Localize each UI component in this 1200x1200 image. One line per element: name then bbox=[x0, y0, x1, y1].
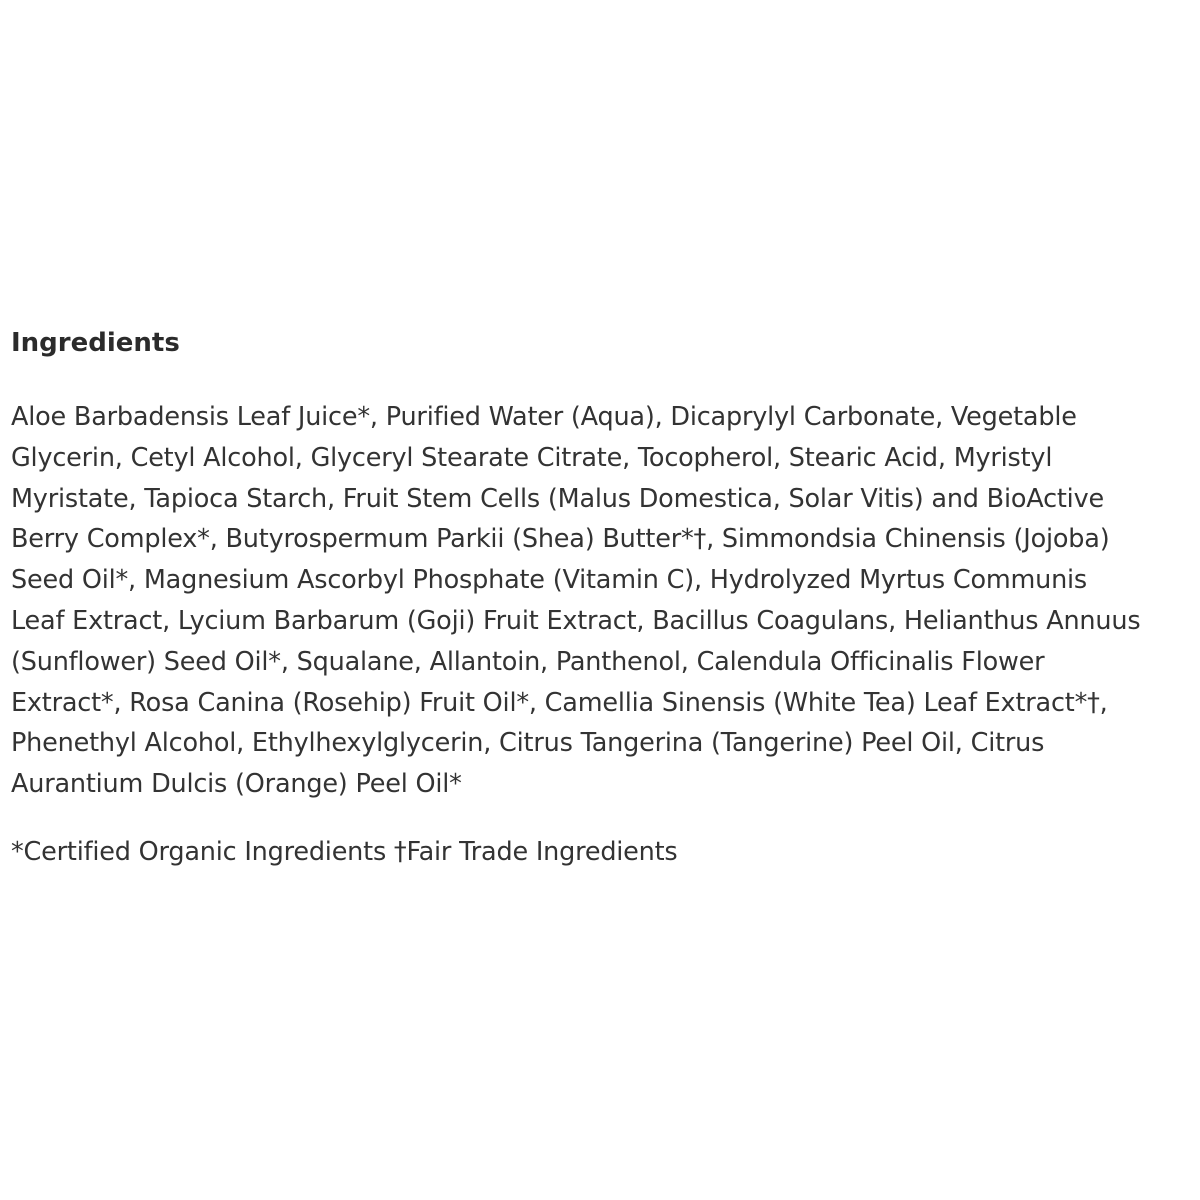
ingredient-line: Aloe Barbadensis Leaf Juice*, Purified Water (Aqua), Dicaprylyl Carbonate, Vegetable bbox=[11, 402, 1077, 432]
ingredient-line: Aurantium Dulcis (Orange) Peel Oil* bbox=[11, 769, 462, 800]
ingredient-line: Extract*, Rosa Canina (Rosehip) Fruit Oil*, Camellia Sinensis (White Tea) Leaf Extract*†, bbox=[11, 687, 1108, 718]
ingredients-heading: Ingredients bbox=[11, 328, 180, 358]
ingredient-line: Seed Oil*, Magnesium Ascorbyl Phosphate (Vitamin C), Hydrolyzed Myrtus Communis bbox=[11, 565, 1088, 596]
ingredient-line: Berry Complex*, Butyrospermum Parkii (Shea) Butter*†, Simmondsia Chinensis (Jojoba) bbox=[11, 524, 1110, 555]
ingredient-line: (Sunflower) Seed Oil*, Squalane, Allantoin, Panthenol, Calendula Officinalis Flower bbox=[11, 646, 1045, 677]
ingredient-line: Leaf Extract, Lycium Barbarum (Goji) Fruit Extract, Bacillus Coagulans, Helianthus Annuus bbox=[11, 605, 1141, 636]
ingredient-line: Glycerin, Cetyl Alcohol, Glyceryl Stearate Citrate, Tocopherol, Stearic Acid, Myristyl bbox=[11, 442, 1053, 473]
ingredient-line: Myristate, Tapioca Starch, Fruit Stem Cells (Malus Domestica, Solar Vitis) and BioActive bbox=[11, 483, 1104, 514]
ingredients-section bbox=[11, 326, 1196, 872]
ingredient-list bbox=[11, 397, 1196, 805]
ingredients-footnote: *Certified Organic Ingredients †Fair Trade Ingredients bbox=[11, 836, 678, 867]
ingredient-line: Phenethyl Alcohol, Ethylhexylglycerin, Citrus Tangerina (Tangerine) Peel Oil, Citrus bbox=[11, 728, 1045, 759]
